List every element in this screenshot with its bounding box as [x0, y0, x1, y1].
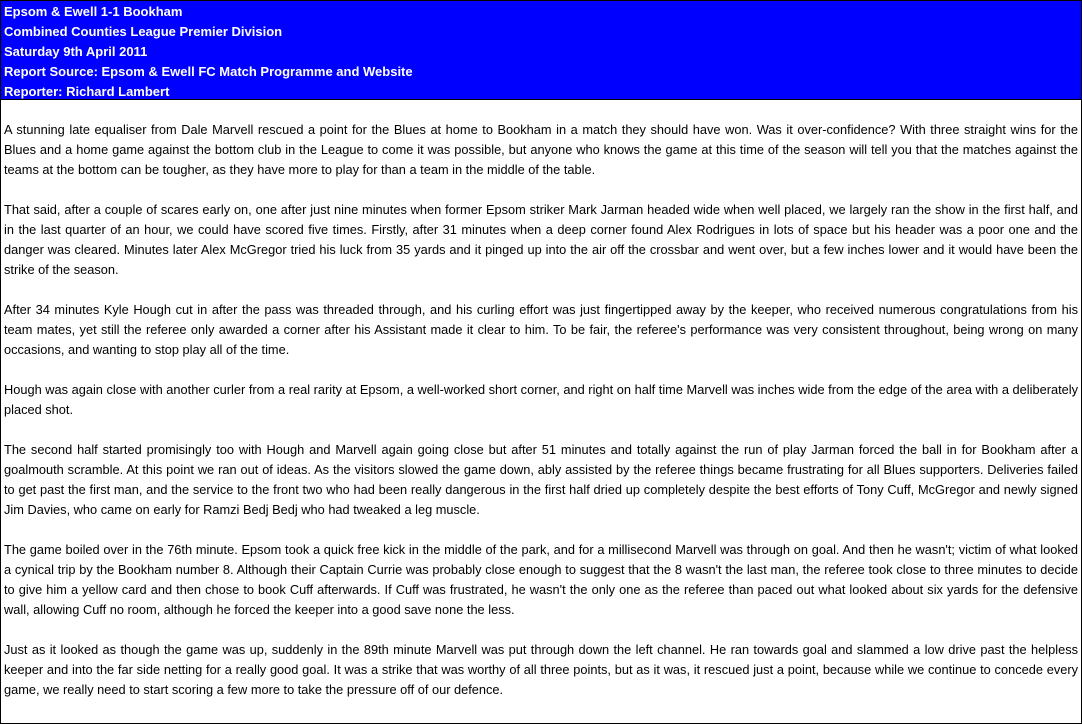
report-paragraph-5: The second half started promisingly too with Hough and Marvell again going close but after 51 minutes and totally against the run of play Jarman forced the ball in for Bookham after a goalmouth scramble. At this point we ran out of ideas. As the visitors slowed the game down, ably assisted by the referee things became frustrating for all Blues supporters. Deliveries failed to get past the first man, and the service to the front two who had been really dangerous in the first half dried up completely despite the best efforts of Tony Cuff, McGregor and newly signed Jim Davies, who came on early for Ramzi Bedj Bedj who had tweaked a leg muscle.: [4, 442, 1078, 517]
report-paragraph-4: Hough was again close with another curler from a real rarity at Epsom, a well-worked short corner, and right on half time Marvell was inches wide from the edge of the area with a deliberately placed shot.: [4, 382, 1078, 417]
match-date: Saturday 9th April 2011: [4, 44, 148, 59]
report-source: Report Source: Epsom & Ewell FC Match Programme and Website: [4, 64, 413, 79]
report-paragraph-1: A stunning late equaliser from Dale Marvell rescued a point for the Blues at home to Bookham in a match they should have won. Was it over-confidence? With three straight wins for the Blues and a home game against the bottom club in the League to come it was possible, but anyone who knows the game at this time of the season will tell you that the matches against the teams at the bottom can be tougher, as they have more to play for than a team in the middle of the table.: [4, 122, 1078, 177]
report-body: [1, 100, 1081, 700]
report-paragraph-7: Just as it looked as though the game was up, suddenly in the 89th minute Marvell was put through down the left channel. He ran towards goal and slammed a low drive past the helpless keeper and into the far side netting for a really good goal. It was a strike that was worthy of all three points, but as it was, it rescued just a point, because while we continue to concede every game, we really need to start scoring a few more to take the pressure off of our defence.: [4, 642, 1078, 697]
match-title: Epsom & Ewell 1-1 Bookham: [4, 4, 183, 19]
reporter-name: Reporter: Richard Lambert: [4, 84, 170, 99]
report-paragraph-3: After 34 minutes Kyle Hough cut in after the pass was threaded through, and his curling effort was just fingertipped away by the keeper, who received numerous congratulations from his team mates, yet still the referee only awarded a corner after his Assistant made it clear to him. To be fair, the referee's performance was very consistent throughout, being wrong on many occasions, and wanting to stop play all of the time.: [4, 302, 1078, 357]
match-header: [1, 1, 1081, 100]
report-paragraph-2: That said, after a couple of scares early on, one after just nine minutes when former Epsom striker Mark Jarman headed wide when well placed, we largely ran the show in the first half, and in the last quarter of an hour, we could have scored five times. Firstly, after 31 minutes when a deep corner found Alex Rodrigues in lots of space but his header was a poor one and the danger was cleared. Minutes later Alex McGregor tried his luck from 35 yards and it pinged up into the air off the crossbar and went over, but a few inches lower and it would have been the strike of the season.: [4, 202, 1078, 277]
competition-name: Combined Counties League Premier Division: [4, 24, 283, 39]
report-paragraph-6: The game boiled over in the 76th minute. Epsom took a quick free kick in the middle of the park, and for a millisecond Marvell was through on goal. And then he wasn't; victim of what looked a cynical trip by the Bookham number 8. Although their Captain Currie was probably close enough to suggest that the 8 wasn't the last man, the referee took close to three minutes to decide to give him a yellow card and then chose to book Cuff afterwards. If Cuff was frustrated, he wasn't the only one as the referee than paced out what looked about six yards for the defensive wall, allowing Cuff no room, although he forced the keeper into a good save none the less.: [4, 542, 1078, 617]
